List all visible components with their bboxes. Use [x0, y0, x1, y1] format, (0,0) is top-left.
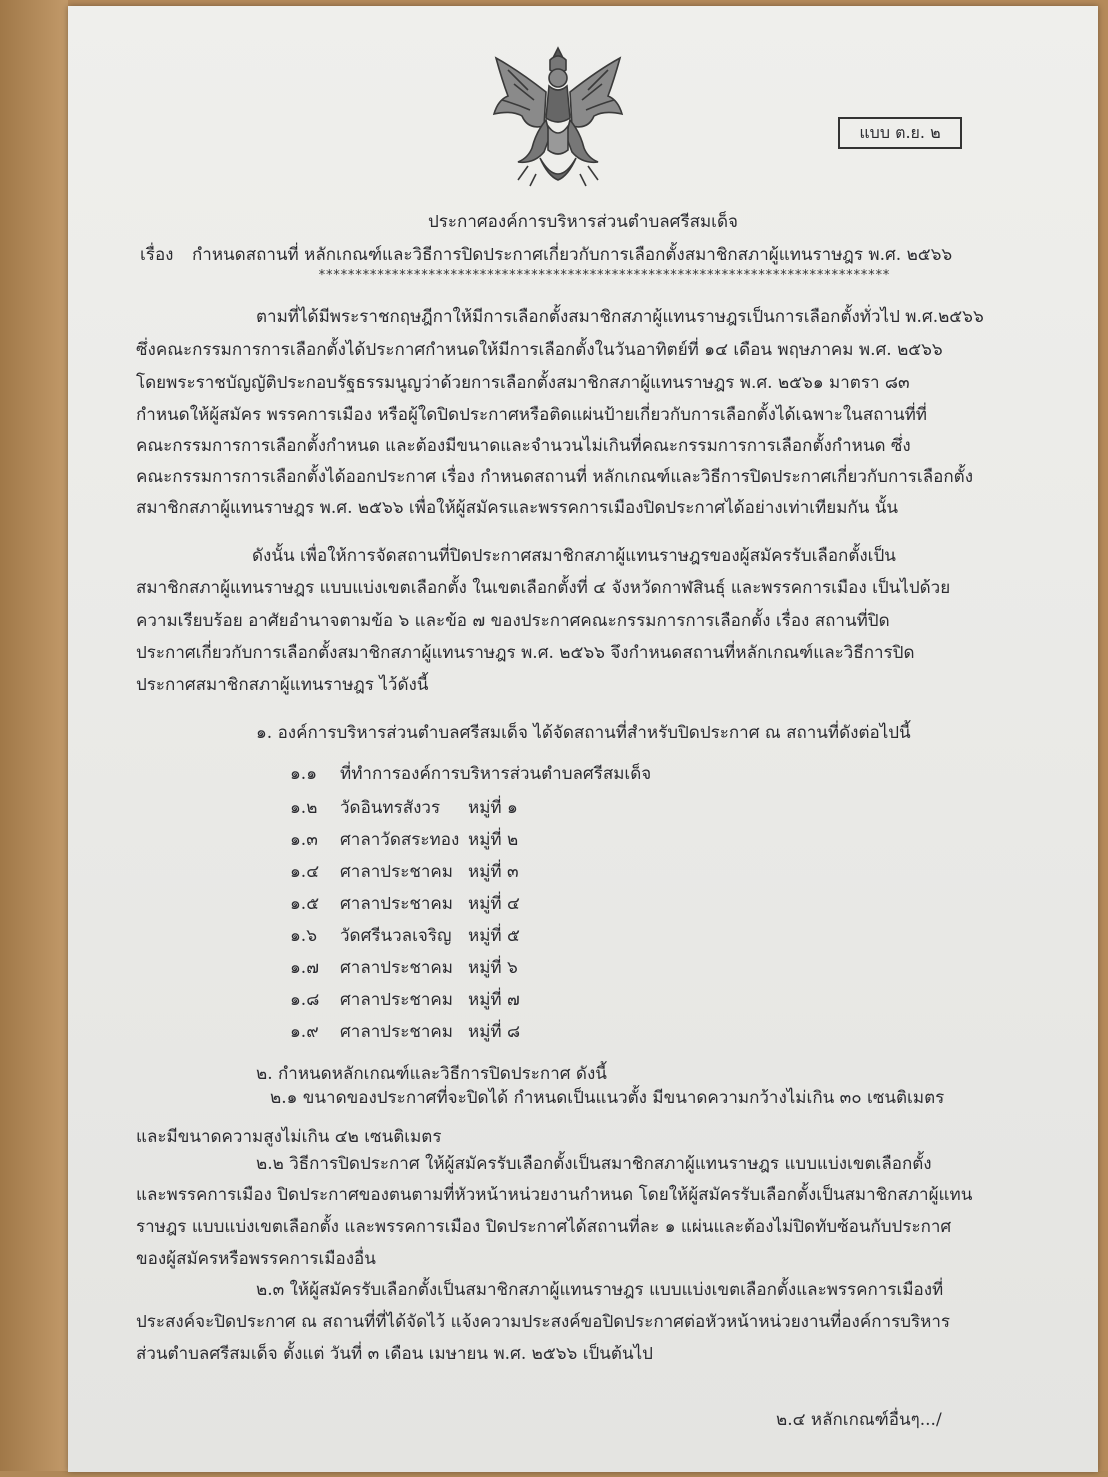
- para1-line: ตามที่ได้มีพระราชกฤษฎีกาให้มีการเลือกตั้งสมาชิกสภาผู้แทนราษฎรเป็นการเลือกตั้งทั่วไป พ.ศ.๒๕๖๖: [256, 307, 984, 327]
- rule-2-1-line: ๒.๑ ขนาดของประกาศที่จะปิดได้ กำหนดเป็นแนวตั้ง มีขนาดความกว้างไม่เกิน ๓๐ เซนติเมตร: [270, 1088, 945, 1108]
- location-item: [290, 858, 519, 885]
- location-number: ๑.๙: [290, 1022, 319, 1042]
- location-item: [290, 986, 520, 1013]
- location-village: หมู่ที่ ๒: [468, 830, 519, 850]
- location-place: ศาลาวัดสระทอง: [340, 830, 460, 850]
- para1-line: คณะกรรมการการเลือกตั้งได้ออกประกาศ เรื่อง กำหนดสถานที่ หลักเกณฑ์และวิธีการปิดประกาศเกี่ยวกับการเลือกตั้ง: [136, 467, 973, 487]
- location-number: ๑.๖: [290, 926, 317, 946]
- rule-2-2-line: ราษฎร แบบแบ่งเขตเลือกตั้ง และพรรคการเมือง ปิดประกาศได้สถานที่ละ ๑ แผ่นและต้องไม่ปิดทับซ้อนกับประกาศ: [136, 1217, 952, 1237]
- location-number: ๑.๗: [290, 958, 319, 978]
- location-number: ๑.๓: [290, 830, 318, 850]
- location-item: [290, 890, 520, 917]
- continuation-note: ๒.๔ หลักเกณฑ์อื่นๆ.../: [776, 1410, 942, 1430]
- subject-label: เรื่อง: [140, 245, 174, 265]
- rule-2-2-line: ๒.๒ วิธีการปิดประกาศ ให้ผู้สมัครรับเลือกตั้งเป็นสมาชิกสภาผู้แทนราษฎร แบบแบ่งเขตเลือกตั้ง: [256, 1154, 932, 1174]
- para2-line: ดังนั้น เพื่อให้การจัดสถานที่ปิดประกาศสมาชิกสภาผู้แทนราษฎรของผู้สมัครรับเลือกตั้งเป็น: [252, 546, 896, 566]
- location-item: [290, 760, 651, 787]
- location-item: [290, 826, 518, 853]
- location-village: หมู่ที่ ๕: [468, 926, 520, 946]
- para2-line: สมาชิกสภาผู้แทนราษฎร แบบแบ่งเขตเลือกตั้ง ในเขตเลือกตั้งที่ ๔ จังหวัดกาฬสินธุ์ และพรรคการเมือง เป็นไปด้วย: [136, 578, 951, 598]
- desk-left: [0, 0, 68, 1477]
- para1-line: สมาชิกสภาผู้แทนราษฎร พ.ศ. ๒๕๖๖ เพื่อให้ผู้สมัครและพรรคการเมืองปิดประกาศได้อย่างเท่าเทียมกัน นั้น: [136, 498, 898, 518]
- location-village: หมู่ที่ ๗: [468, 990, 520, 1010]
- announcement-title: ประกาศองค์การบริหารส่วนตำบลศรีสมเด็จ: [428, 212, 738, 232]
- separator-line: ******************************************************************************: [318, 268, 890, 283]
- location-village: หมู่ที่ ๘: [468, 1022, 521, 1042]
- location-number: ๑.๒: [290, 798, 318, 818]
- location-number: ๑.๑: [290, 764, 317, 784]
- location-village: หมู่ที่ ๖: [468, 958, 518, 978]
- subject-text: กำหนดสถานที่ หลักเกณฑ์และวิธีการปิดประกาศเกี่ยวกับการเลือกตั้งสมาชิกสภาผู้แทนราษฎร พ.ศ. ๒๕๖๖: [192, 245, 953, 265]
- para1-line: โดยพระราชบัญญัติประกอบรัฐธรรมนูญว่าด้วยการเลือกตั้งสมาชิกสภาผู้แทนราษฎร พ.ศ. ๒๕๖๑ มาตรา ๘๓: [136, 373, 910, 393]
- location-place: วัดอินทรสังวร: [340, 798, 441, 818]
- location-place: ที่ทำการองค์การบริหารส่วนตำบลศรีสมเด็จ: [340, 764, 652, 784]
- location-place: วัดศรีนวลเจริญ: [340, 926, 452, 946]
- location-item: [290, 794, 518, 821]
- section2-heading: ๒. กำหนดหลักเกณฑ์และวิธีการปิดประกาศ ดังนี้: [256, 1064, 607, 1084]
- rule-2-2-line: และพรรคการเมือง ปิดประกาศของตนตามที่หัวหน้าหน่วยงานกำหนด โดยให้ผู้สมัครรับเลือกตั้งเป็นสมาชิกสภาผู้แทน: [136, 1185, 973, 1205]
- location-number: ๑.๘: [290, 990, 320, 1010]
- location-place: ศาลาประชาคม: [340, 958, 454, 978]
- rule-2-1-line: และมีขนาดความสูงไม่เกิน ๔๒ เซนติเมตร: [136, 1127, 442, 1147]
- location-item: [290, 922, 520, 949]
- location-village: หมู่ที่ ๓: [468, 862, 519, 882]
- section1-heading: ๑. องค์การบริหารส่วนตำบลศรีสมเด็จ ได้จัดสถานที่สำหรับปิดประกาศ ณ สถานที่ดังต่อไปนี้: [256, 723, 911, 743]
- para1-line: กำหนดให้ผู้สมัคร พรรคการเมือง หรือผู้ใดปิดประกาศหรือติดแผ่นป้ายเกี่ยวกับการเลือกตั้งได้เฉพาะในสถานที่ที่: [136, 405, 927, 425]
- garuda-emblem-icon: [488, 40, 628, 192]
- para2-line: ประกาศเกี่ยวกับการเลือกตั้งสมาชิกสภาผู้แทนราษฎร พ.ศ. ๒๕๖๖ จึงกำหนดสถานที่หลักเกณฑ์และวิธีการปิด: [136, 643, 915, 663]
- location-place: ศาลาประชาคม: [340, 894, 454, 914]
- para1-line: คณะกรรมการการเลือกตั้งกำหนด และต้องมีขนาดและจำนวนไม่เกินที่คณะกรรมการการเลือกตั้งกำหนด ซึ่ง: [136, 436, 911, 456]
- para1-line: ซึ่งคณะกรรมการการเลือกตั้งได้ประกาศกำหนดให้มีการเลือกตั้งในวันอาทิตย์ที่ ๑๔ เดือน พฤษภาคม พ.ศ. ๒๕๖๖: [136, 340, 943, 360]
- rule-2-3-line: ประสงค์จะปิดประกาศ ณ สถานที่ที่ได้จัดไว้ แจ้งความประสงค์ขอปิดประกาศต่อหัวหน้าหน่วยงานที่องค์การบริหาร: [136, 1312, 950, 1332]
- rule-2-2-line: ของผู้สมัครหรือพรรคการเมืองอื่น: [136, 1249, 376, 1269]
- location-number: ๑.๕: [290, 894, 320, 914]
- location-place: ศาลาประชาคม: [340, 1022, 454, 1042]
- para2-line: ประกาศสมาชิกสภาผู้แทนราษฎร ไว้ดังนี้: [136, 675, 429, 695]
- location-item: [290, 954, 518, 981]
- rule-2-3-line: ส่วนตำบลศรีสมเด็จ ตั้งแต่ วันที่ ๓ เดือน เมษายน พ.ศ. ๒๕๖๖ เป็นต้นไป: [136, 1344, 653, 1364]
- para2-line: ความเรียบร้อย อาศัยอำนาจตามข้อ ๖ และข้อ ๗ ของประกาศคณะกรรมการการเลือกตั้ง เรื่อง สถานที่ปิด: [136, 611, 890, 631]
- rule-2-3-line: ๒.๓ ให้ผู้สมัครรับเลือกตั้งเป็นสมาชิกสภาผู้แทนราษฎร แบบแบ่งเขตเลือกตั้งและพรรคการเมืองที่: [256, 1280, 944, 1300]
- location-item: [290, 1018, 520, 1045]
- location-village: หมู่ที่ ๑: [468, 798, 518, 818]
- location-place: ศาลาประชาคม: [340, 862, 454, 882]
- location-village: หมู่ที่ ๔: [468, 894, 520, 914]
- form-code-box: แบบ ต.ย. ๒: [838, 117, 962, 149]
- location-number: ๑.๔: [290, 862, 320, 882]
- location-place: ศาลาประชาคม: [340, 990, 454, 1010]
